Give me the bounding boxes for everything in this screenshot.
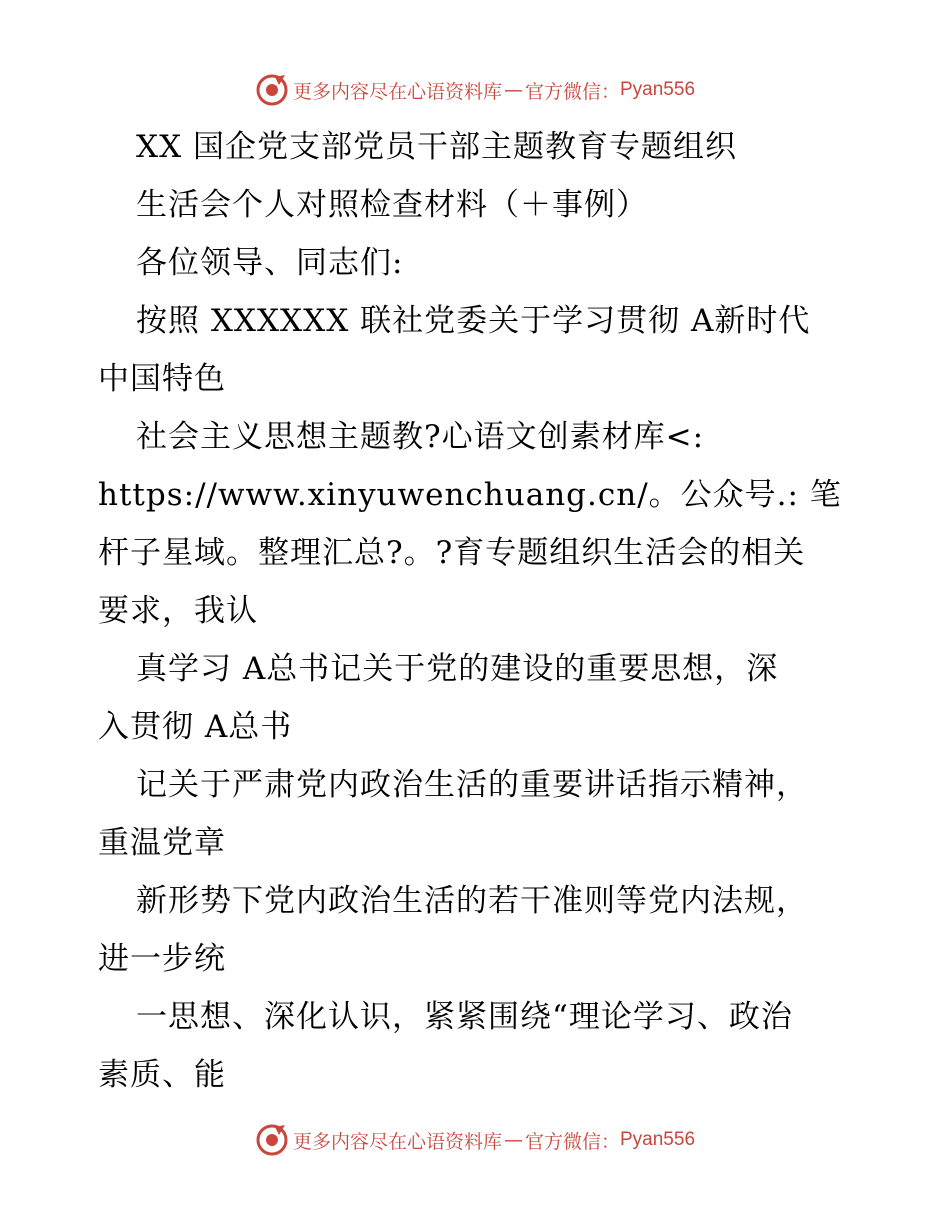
paragraph-line: 真学习 A总书记关于党的建设的重要思想，深: [136, 651, 779, 687]
salutation: 各位领导、同志们:: [136, 245, 404, 281]
paragraph-line: 杆子星域。整理汇总?。?育专题组织生活会的相关: [98, 535, 806, 571]
paragraph-line: 新形势下党内政治生活的若干准则等党内法规，: [136, 883, 808, 919]
paragraph-line: 中国特色: [98, 361, 226, 397]
title-line-2: 生活会个人对照检查材料（＋事例）: [136, 187, 648, 223]
header-banner: [0, 70, 950, 110]
paragraph-line: 进一步统: [98, 941, 226, 977]
brand-logo-icon: [255, 73, 289, 107]
footer-banner: [0, 1120, 950, 1160]
paragraph-line: 要求，我认: [98, 593, 258, 629]
document-body: [98, 118, 858, 1104]
brand-logo-icon: [255, 1123, 289, 1157]
paragraph-line: 素质、能: [98, 1057, 226, 1093]
paragraph-line: 记关于严肃党内政治生活的重要讲话指示精神，: [136, 767, 808, 803]
title-line-1: XX 国企党支部党员干部主题教育专题组织: [136, 129, 737, 165]
paragraph-line: https://www.xinyuwenchuang.cn/。公众号.: 笔: [98, 477, 842, 513]
paragraph-line: 按照 XXXXXX 联社党委关于学习贯彻 A新时代: [136, 303, 811, 339]
banner-dash: —: [503, 79, 523, 101]
banner-wechat-id: Pyan556: [620, 1129, 696, 1150]
paragraph-line: 重温党章: [98, 825, 226, 861]
banner-wechat-id: Pyan556: [620, 79, 696, 100]
banner-wechat-label: 官方微信：: [524, 1130, 620, 1153]
banner-brand-text: 更多内容尽在心语资料库: [292, 80, 502, 103]
banner-dash: —: [503, 1129, 523, 1151]
banner-brand-text: 更多内容尽在心语资料库: [292, 1130, 502, 1153]
banner-wechat-label: 官方微信：: [524, 80, 620, 103]
paragraph-line: 一思想、深化认识，紧紧围绕“理论学习、政治: [136, 999, 793, 1035]
paragraph-line: 社会主义思想主题教?心语文创素材库<:: [136, 419, 705, 455]
paragraph-line: 入贯彻 A总书: [98, 709, 293, 745]
